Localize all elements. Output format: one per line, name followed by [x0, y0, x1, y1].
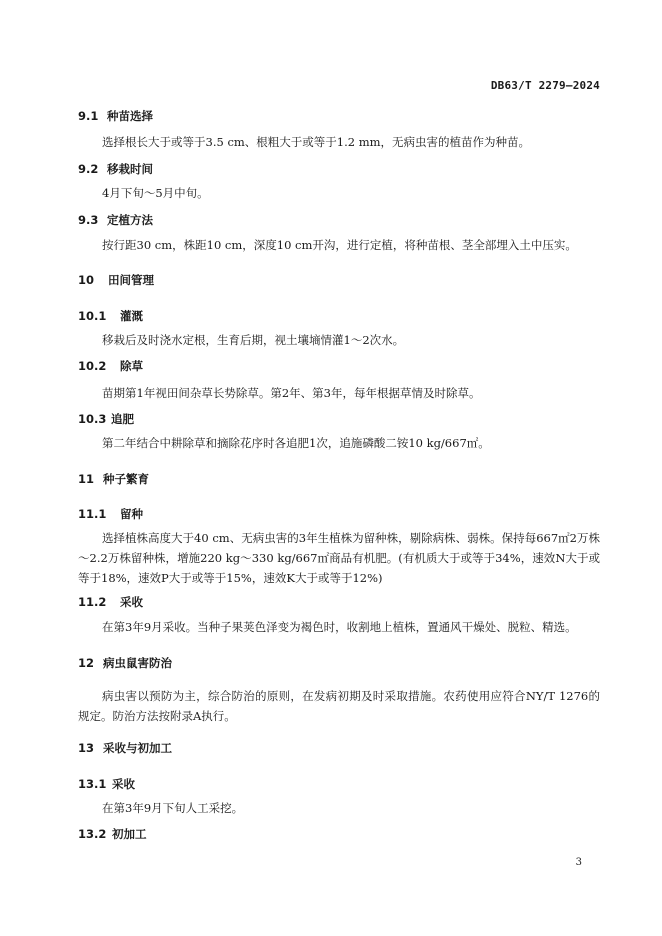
section-heading-11-1: [78, 506, 600, 522]
section-number: 13: [78, 741, 95, 755]
section-title: 追肥: [111, 412, 134, 426]
section-title: 留种: [120, 507, 143, 521]
section-number: 9.1: [78, 109, 99, 123]
section-number: 12: [78, 656, 95, 670]
section-number: 9.3: [78, 213, 99, 227]
section-title: 种苗选择: [107, 109, 153, 123]
paragraph-irrigation: 移栽后及时浇水定根，生育后期，视土壤墒情灌1～2次水。: [102, 333, 405, 347]
section-heading-9-3: [78, 212, 600, 228]
section-heading-10-2: [78, 358, 600, 374]
section-heading-10-3: [78, 411, 600, 427]
section-title: 采收: [120, 595, 143, 609]
section-title: 初加工: [112, 827, 147, 841]
section-number: 11.1: [78, 507, 107, 521]
section-heading-13-1: [78, 776, 600, 792]
section-title: 除草: [120, 359, 143, 373]
section-number: 9.2: [78, 162, 99, 176]
section-heading-9-1: [78, 108, 600, 124]
paragraph-planting-method: 按行距30 cm，株距10 cm，深度10 cm开沟，进行定植，将种苗根、茎全部埋入土中压实。: [102, 238, 577, 252]
section-number: 13.1: [78, 777, 107, 791]
paragraph-transplant-time: 4月下旬～5月中旬。: [102, 186, 209, 200]
section-title: 采收: [112, 777, 135, 791]
section-number: 10: [78, 273, 95, 287]
section-number: 11.2: [78, 595, 107, 609]
paragraph-seed-harvest: 在第3年9月采收。当种子果荚色泽变为褐色时，收割地上植株，置通风干燥处、脱粒、精选。: [102, 620, 577, 634]
paragraph-seedling-selection: 选择根长大于或等于3.5 cm、根粗大于或等于1.2 mm，无病虫害的植苗作为种苗。: [102, 135, 531, 149]
section-heading-11: [78, 471, 600, 487]
paragraph-topdressing: 第二年结合中耕除草和摘除花序时各追肥1次，追施磷酸二铵10 kg/667㎡。: [102, 436, 490, 450]
paragraph-pest-control: 病虫害以预防为主，综合防治的原则，在发病初期及时采取措施。农药使用应符合NY/T 1276的规定。防治方法按附录A执行。: [78, 689, 600, 723]
document-code: DB63/T 2279—2024: [490, 79, 600, 92]
section-title: 病虫鼠害防治: [103, 656, 172, 670]
section-number: 10.3: [78, 412, 107, 426]
section-number: 10.2: [78, 359, 107, 373]
paragraph-seed-retention: 选择植株高度大于40 cm、无病虫害的3年生植株为留种株，剔除病株、弱株。保持每667㎡2万株～2.2万株留种株，增施220 kg～330 kg/667㎡商品有机肥。(有机质大于或等于34%，速效N大于或等于18%，速效P大于或等于15%，速效K大于或等于12%): [78, 531, 600, 585]
section-title: 种子繁育: [103, 472, 149, 486]
section-number: 10.1: [78, 309, 107, 323]
section-title: 移栽时间: [107, 162, 153, 176]
section-heading-12: [78, 655, 600, 671]
section-title: 灌溉: [120, 309, 143, 323]
section-number: 13.2: [78, 827, 107, 841]
page-number: 3: [575, 857, 582, 868]
paragraph-harvest: 在第3年9月下旬人工采挖。: [102, 801, 244, 815]
section-title: 定植方法: [107, 213, 153, 227]
section-heading-13-2: [78, 826, 600, 842]
section-heading-10: [78, 272, 600, 288]
paragraph-weeding: 苗期第1年视田间杂草长势除草。第2年、第3年，每年根据草情及时除草。: [102, 386, 481, 400]
section-heading-11-2: [78, 594, 600, 610]
section-heading-13: [78, 740, 600, 756]
section-heading-10-1: [78, 308, 600, 324]
section-title: 田间管理: [108, 273, 154, 287]
section-title: 采收与初加工: [103, 741, 172, 755]
section-number: 11: [78, 472, 95, 486]
section-heading-9-2: [78, 161, 600, 177]
